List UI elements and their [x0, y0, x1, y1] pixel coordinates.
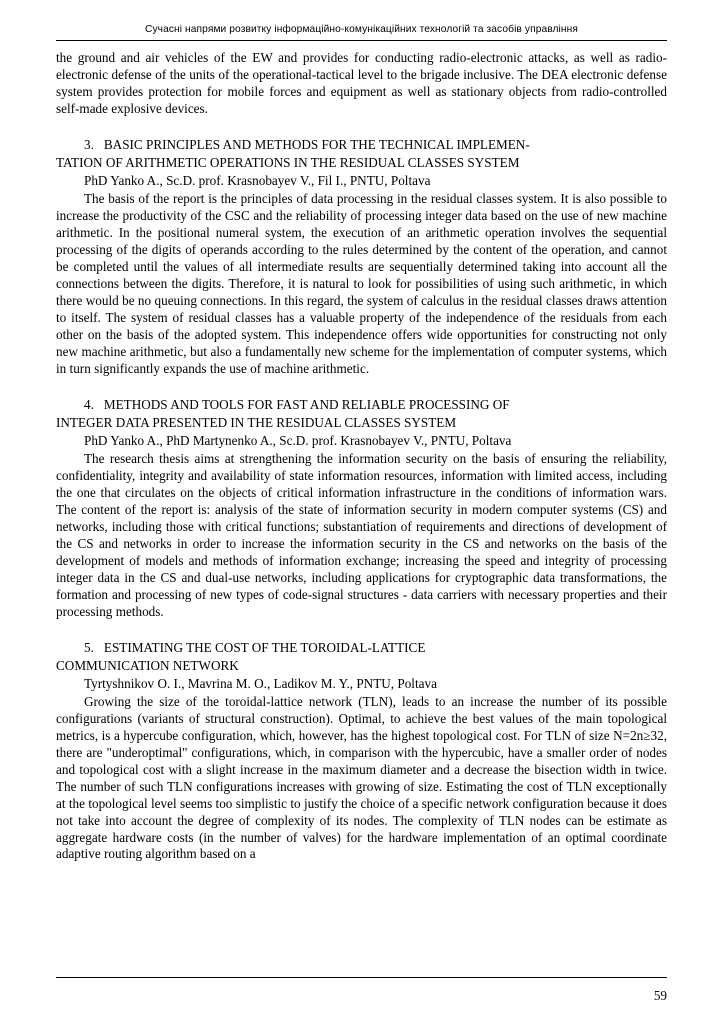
- intro-paragraph: the ground and air vehicles of the EW and provides for conducting radio-electronic attacks, as well as radio-electronic defense of the units of the operational-tactical level to the brigade inclusive. The DEA electronic defense system provides protection for mobile forces and equipment as well as stationary objects from radio-controlled self-made explosive devices.: [56, 50, 667, 116]
- spacer: [56, 118, 667, 128]
- section-5-title-line2: COMMUNICATION NETWORK: [56, 658, 239, 673]
- section-4-title-line1: METHODS AND TOOLS FOR FAST AND RELIABLE PROCESSING OF: [103, 397, 510, 413]
- spacer: [56, 621, 667, 631]
- section-3-title-line1: BASIC PRINCIPLES AND METHODS FOR THE TECHNICAL IMPLEMEN-: [103, 137, 530, 153]
- section-4-abstract: The research thesis aims at strengthening the information security on the basis of ensuring the reliability, confidentiality, integrity and availability of state information resources, information with limited access, including the one that circulates on the objects of critical information infrastructure in the conditions of information wars. The content of the report is: analysis of the state of information security in modern computer systems (CS) and networks, including those with critical functions; substantiation of requirements and directions of development of the CS and networks in order to increase the information security in the CS and networks on the basis of the development of models and methods of information exchange; increasing the speed and integrity of processing integer data in the CS and dual-use networks, including applications for cryptographic data transformations, the formation and processing of new types of code-signal structures - data carriers with necessary properties and their processing methods.: [56, 451, 667, 619]
- section-4-authors: PhD Yanko A., PhD Martynenko A., Sc.D. prof. Krasnobayev V., PNTU, Poltava: [84, 433, 512, 449]
- section-5-number: 5.: [84, 640, 94, 656]
- section-3-abstract: The basis of the report is the principles of data processing in the residual classes system. It is also possible to increase the productivity of the CSC and the reliability of processing integer data based on the use of new machine arithmetic. In the positional numeral system, the execution of an arithmetic operation involves the sequential processing of the digits of operands according to the rules determined by the content of the operation, and cannot be completed until the values of all intermediate results are sequentially determined taking into account all the connections between the digits. Therefore, it is natural to look for possibilities of using such arithmetic, in which there would be no queuing connections. In this regard, the system of calculus in the residual classes draws attention to itself. The system of residual classes has a valuable property of the independence of the residuals from each other on the basis of the adopted system. This independence offers wide opportunities for constructing not only new machine arithmetic, but also a fundamentally new scheme for the implementation of computer systems, which in turn significantly expands the use of machine arithmetic.: [56, 191, 667, 376]
- section-5-authors: Tyrtyshnikov O. I., Mavrina M. O., Ladikov M. Y., PNTU, Poltava: [84, 675, 437, 691]
- section-5-title-line1: ESTIMATING THE COST OF THE TOROIDAL-LATTICE: [103, 640, 426, 656]
- section-4-number: 4.: [84, 397, 94, 413]
- header-divider: [56, 40, 667, 41]
- section-3-authors: PhD Yanko A., Sc.D. prof. Krasnobayev V., Fil I., PNTU, Poltava: [84, 173, 431, 189]
- section-5-title: [56, 640, 667, 657]
- section-4-title: [56, 397, 667, 414]
- footer-divider: [56, 977, 667, 978]
- section-3-number: 3.: [84, 137, 94, 153]
- section-3-title-line2: TATION OF ARITHMETIC OPERATIONS IN THE RESIDUAL CLASSES SYSTEM: [56, 155, 520, 171]
- section-3-title: [56, 137, 667, 154]
- section-4-title-line2: INTEGER DATA PRESENTED IN THE RESIDUAL CLASSES SYSTEM: [56, 415, 457, 431]
- spacer: [56, 378, 667, 388]
- section-5-abstract: Growing the size of the toroidal-lattice network (TLN), leads to an increase the number of its possible configurations (variants of structural construction). Optimal, to achieve the best values of the main topological metrics, is a hypercube configuration, which, however, has the highest topological cost. For TLN of size N=2n≥32, there are "underoptimal" configurations, which, in comparison with the hypercubic, have a smaller order of nodes and topological cost with a slight increase in the maximum diameter and a decrease the bisection width in twice. The number of such TLN configurations increases with growing of size. Estimating the cost of TLN exceptionally at the topological level seems too simplistic to justify the choice of a specific network configuration because it does not take into account the degree of complexity of its nodes. The complexity of TLN nodes can be estimate as aggregate hardware costs (in the number of valves) for the hardware implementation of an optimal coordinate adaptive routing algorithm based on a: [56, 693, 667, 862]
- running-header: Сучасні напрями розвитку інформаційно-комунікаційних технологій та засобів управління: [145, 24, 578, 35]
- page-number: 59: [653, 988, 667, 1003]
- page-content: [56, 50, 667, 863]
